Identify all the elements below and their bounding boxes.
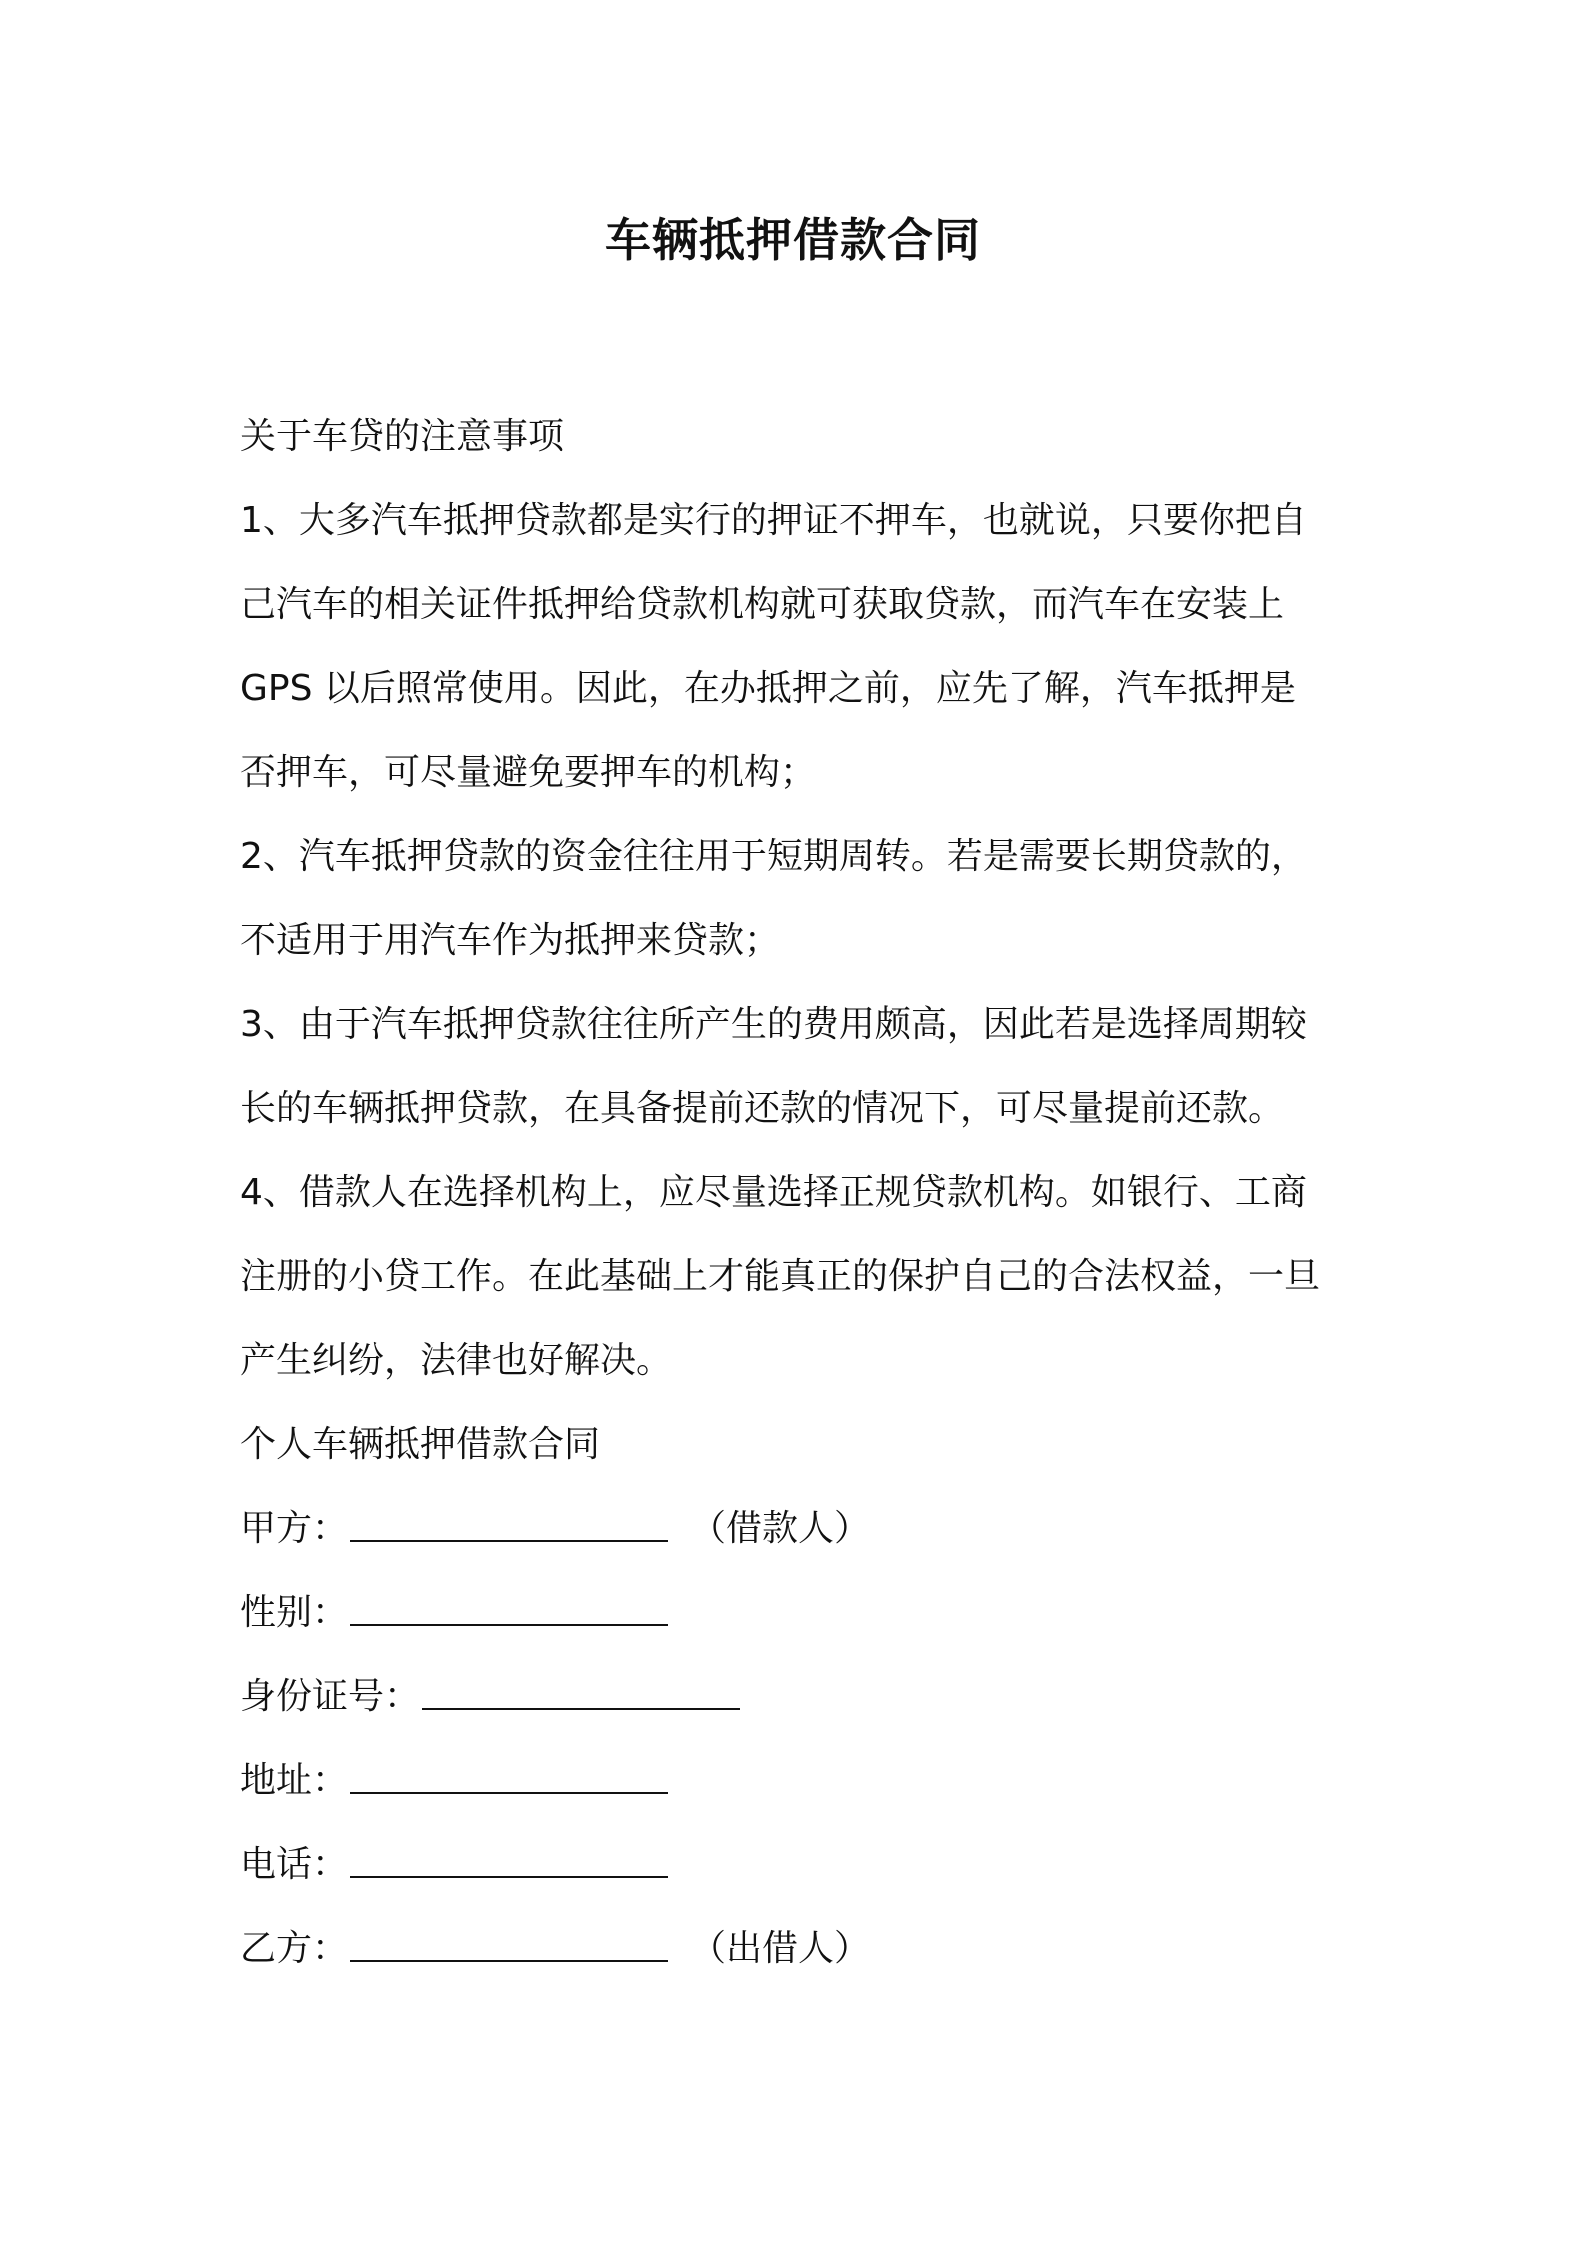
- blank-line: [350, 1926, 668, 1962]
- paragraph-line: 否押车，可尽量避免要押车的机构；: [240, 752, 817, 793]
- paragraph-line: 产生纠纷，法律也好解决。: [240, 1340, 673, 1381]
- paragraph-line: 不适用于用汽车作为抵押来贷款；: [240, 920, 781, 961]
- field-borrower: [240, 1504, 1370, 1554]
- field-address: [240, 1756, 1370, 1806]
- field-label: 乙方：: [240, 1928, 349, 1969]
- blank-line: [350, 1590, 668, 1626]
- blank-line: [350, 1506, 668, 1542]
- field-label: 地址：: [240, 1760, 349, 1801]
- field-gender: [240, 1588, 1370, 1638]
- field-label: 身份证号：: [240, 1676, 421, 1717]
- paragraph-line: 长的车辆抵押贷款，在具备提前还款的情况下，可尽量提前还款。: [240, 1088, 1285, 1129]
- field-label: 甲方：: [240, 1508, 349, 1549]
- field-label: 电话：: [240, 1844, 349, 1885]
- blank-line: [350, 1758, 668, 1794]
- blank-line: [422, 1674, 740, 1710]
- paragraph-line: 2、汽车抵押贷款的资金往往用于短期周转。若是需要长期贷款的，: [240, 836, 1307, 877]
- field-note: （出借人）: [690, 1928, 871, 1969]
- field-label: 性别：: [240, 1592, 349, 1633]
- paragraph-line: 3、由于汽车抵押贷款往往所产生的费用颇高，因此若是选择周期较: [240, 1004, 1307, 1045]
- paragraph-line: 己汽车的相关证件抵押给贷款机构就可获取贷款，而汽车在安装上: [240, 584, 1285, 625]
- field-note: （借款人）: [690, 1508, 871, 1549]
- page-title: 车辆抵押借款合同: [605, 213, 981, 267]
- field-id-number: [240, 1672, 1370, 1722]
- field-lender: [240, 1924, 1370, 1974]
- paragraph-line: 1、大多汽车抵押贷款都是实行的押证不押车，也就说，只要你把自: [240, 500, 1307, 541]
- field-phone: [240, 1840, 1370, 1890]
- section-heading: 关于车贷的注意事项: [240, 416, 565, 457]
- paragraph-line: GPS 以后照常使用。因此，在办抵押之前，应先了解，汽车抵押是: [240, 668, 1296, 709]
- contract-heading: 个人车辆抵押借款合同: [240, 1424, 601, 1465]
- paragraph-line: 注册的小贷工作。在此基础上才能真正的保护自己的合法权益，一旦: [240, 1256, 1321, 1297]
- paragraph-line: 4、借款人在选择机构上，应尽量选择正规贷款机构。如银行、工商: [240, 1172, 1307, 1213]
- blank-line: [350, 1842, 668, 1878]
